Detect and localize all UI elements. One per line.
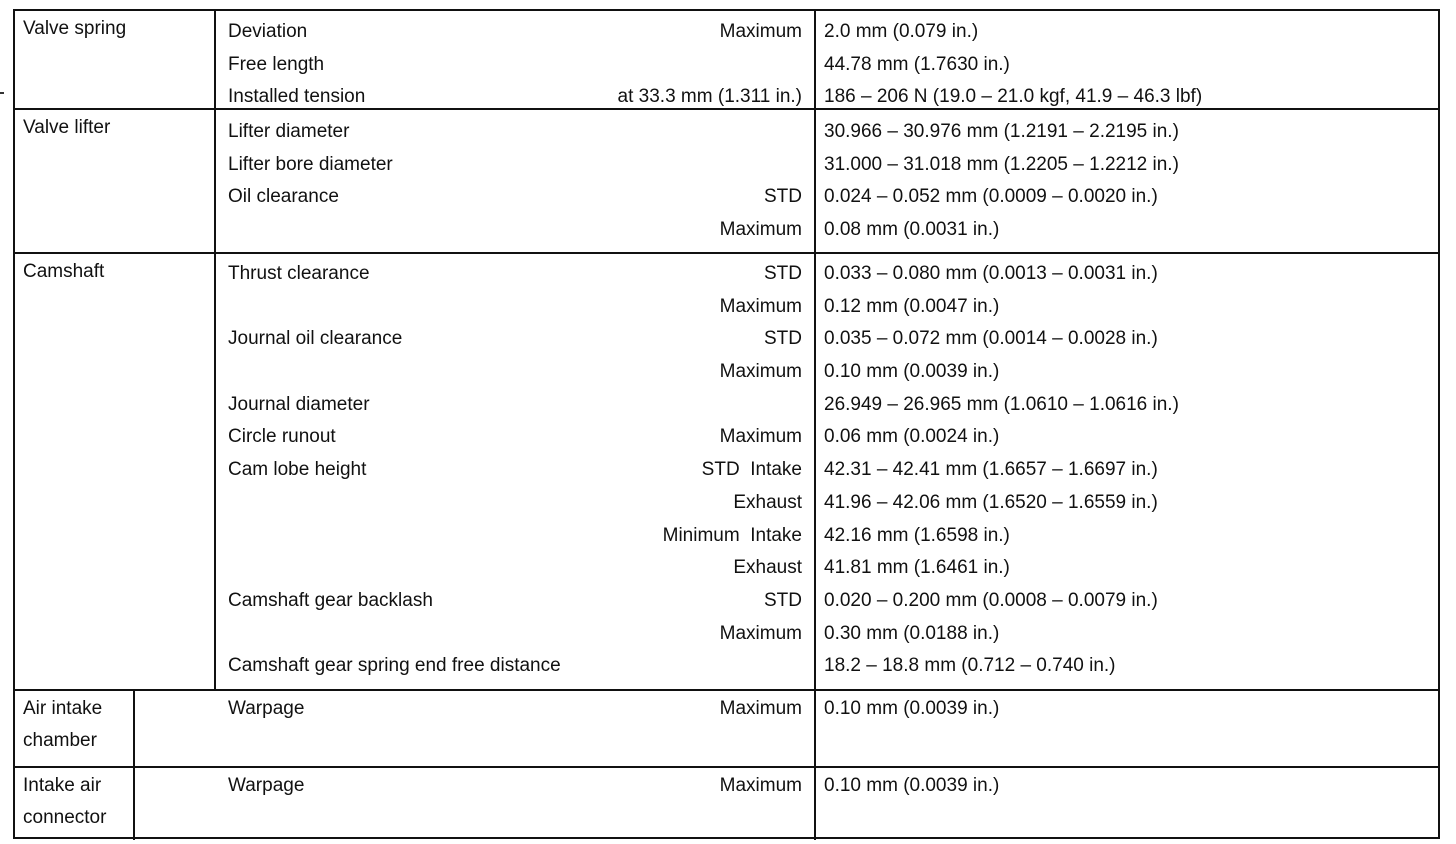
service-spec-table (13, 9, 1440, 839)
spec-value: 42.16 mm (1.6598 in.) (824, 524, 1010, 546)
item-label: Deviation (228, 21, 308, 42)
spec-items (216, 768, 816, 840)
spec-value: 26.949 – 26.965 mm (1.0610 – 1.0616 in.) (824, 393, 1179, 415)
spec-row (228, 258, 802, 291)
spec-value: 44.78 mm (1.7630 in.) (824, 53, 1010, 75)
spec-row (228, 454, 802, 487)
spec-row (228, 389, 802, 422)
spec-value: 18.2 – 18.8 mm (0.712 – 0.740 in.) (824, 655, 1116, 677)
spec-row (228, 421, 802, 454)
item-label: Installed tension (228, 86, 366, 108)
spec-value: 0.30 mm (0.0188 in.) (824, 622, 1000, 644)
item-label: Lifter diameter (228, 121, 350, 142)
section-air-intake-chamber (15, 689, 1438, 766)
item-label: Camshaft gear backlash (228, 589, 433, 611)
qualifier-label: Maximum (719, 622, 802, 644)
qualifier-label: Maximum (719, 361, 802, 383)
category-label: Valve spring (15, 11, 216, 120)
spec-value: 0.10 mm (0.0039 in.) (824, 775, 1000, 796)
category-label: Camshaft (15, 254, 216, 689)
item-label: Journal diameter (228, 393, 370, 415)
spec-row (228, 520, 802, 553)
spec-items (216, 691, 816, 766)
qualifier-label: Maximum (719, 775, 802, 796)
qualifier-label: Exhaust (733, 557, 802, 579)
spec-value: 42.31 – 42.41 mm (1.6657 – 1.6697 in.) (824, 459, 1158, 481)
spec-row (228, 356, 802, 389)
spec-value: 186 – 206 N (19.0 – 21.0 kgf, 41.9 – 46.3 lbf) (824, 86, 1203, 108)
qualifier-label: Minimum Intake (662, 524, 802, 546)
spec-value: 2.0 mm (0.079 in.) (824, 21, 979, 42)
spec-values (816, 768, 1438, 840)
item-label: Lifter bore diameter (228, 153, 393, 175)
spec-items (216, 110, 816, 253)
qualifier-label: STD (764, 186, 802, 208)
spec-value: 0.08 mm (0.0031 in.) (824, 219, 1000, 241)
qualifier-label: Maximum (719, 219, 802, 241)
spec-row (228, 291, 802, 324)
qualifier-label: Maximum (719, 698, 802, 719)
spec-row (228, 552, 802, 585)
item-label: Warpage (228, 698, 305, 719)
spec-value: 0.020 – 0.200 mm (0.0008 – 0.0079 in.) (824, 589, 1158, 611)
spec-value: 31.000 – 31.018 mm (1.2205 – 1.2212 in.) (824, 153, 1179, 175)
spec-value: 0.10 mm (0.0039 in.) (824, 698, 1000, 719)
section-valve-lifter (15, 108, 1438, 252)
spec-row (228, 323, 802, 356)
spec-row (228, 585, 802, 618)
spec-value: 0.024 – 0.052 mm (0.0009 – 0.0020 in.) (824, 186, 1158, 208)
spec-row (228, 770, 802, 803)
spec-values (816, 691, 1438, 766)
qualifier-label: Maximum (719, 295, 802, 317)
qualifier-label: STD Intake (701, 459, 802, 481)
item-label: Free length (228, 53, 325, 75)
spec-row (228, 650, 802, 683)
qualifier-label: STD (764, 589, 802, 611)
spec-value: 0.12 mm (0.0047 in.) (824, 295, 1000, 317)
category-label: Valve lifter (15, 110, 216, 253)
section-intake-air-connector (15, 766, 1438, 837)
qualifier-label: at 33.3 mm (1.311 in.) (617, 86, 802, 108)
spec-items (216, 254, 816, 689)
spec-values (816, 110, 1438, 253)
spec-value: 30.966 – 30.976 mm (1.2191 – 2.2195 in.) (824, 121, 1179, 142)
category-label: Intake air connector (15, 768, 135, 840)
spec-values (816, 11, 1438, 120)
item-label: Camshaft gear spring end free distance (228, 655, 561, 677)
spec-values (816, 254, 1438, 689)
item-label: Warpage (228, 775, 305, 796)
item-label: Circle runout (228, 426, 336, 448)
qualifier-label: STD (764, 263, 802, 284)
spec-row (228, 487, 802, 520)
spec-row (228, 181, 802, 214)
spec-row (228, 16, 802, 49)
spec-row (228, 214, 802, 247)
spec-items (216, 11, 816, 120)
spec-value: 0.035 – 0.072 mm (0.0014 – 0.0028 in.) (824, 328, 1158, 350)
spec-row (228, 149, 802, 182)
spec-value: 41.96 – 42.06 mm (1.6520 – 1.6559 in.) (824, 491, 1158, 513)
qualifier-label: Maximum (719, 21, 802, 42)
spec-value: 0.06 mm (0.0024 in.) (824, 426, 1000, 448)
item-label: Journal oil clearance (228, 328, 403, 350)
section-valve-spring (15, 11, 1438, 108)
spec-value: 0.033 – 0.080 mm (0.0013 – 0.0031 in.) (824, 263, 1158, 284)
qualifier-label: Exhaust (733, 491, 802, 513)
spec-value: 0.10 mm (0.0039 in.) (824, 361, 1000, 383)
section-camshaft (15, 252, 1438, 689)
item-label: Cam lobe height (228, 459, 367, 481)
margin-tick-mark (0, 92, 4, 94)
spec-row (228, 693, 802, 726)
spec-value: 41.81 mm (1.6461 in.) (824, 557, 1010, 579)
item-label: Thrust clearance (228, 263, 370, 284)
spec-row (228, 49, 802, 82)
category-label: Air intake chamber (15, 691, 135, 766)
qualifier-label: Maximum (719, 426, 802, 448)
spec-row (228, 116, 802, 149)
item-label: Oil clearance (228, 186, 339, 208)
spec-row (228, 618, 802, 651)
qualifier-label: STD (764, 328, 802, 350)
